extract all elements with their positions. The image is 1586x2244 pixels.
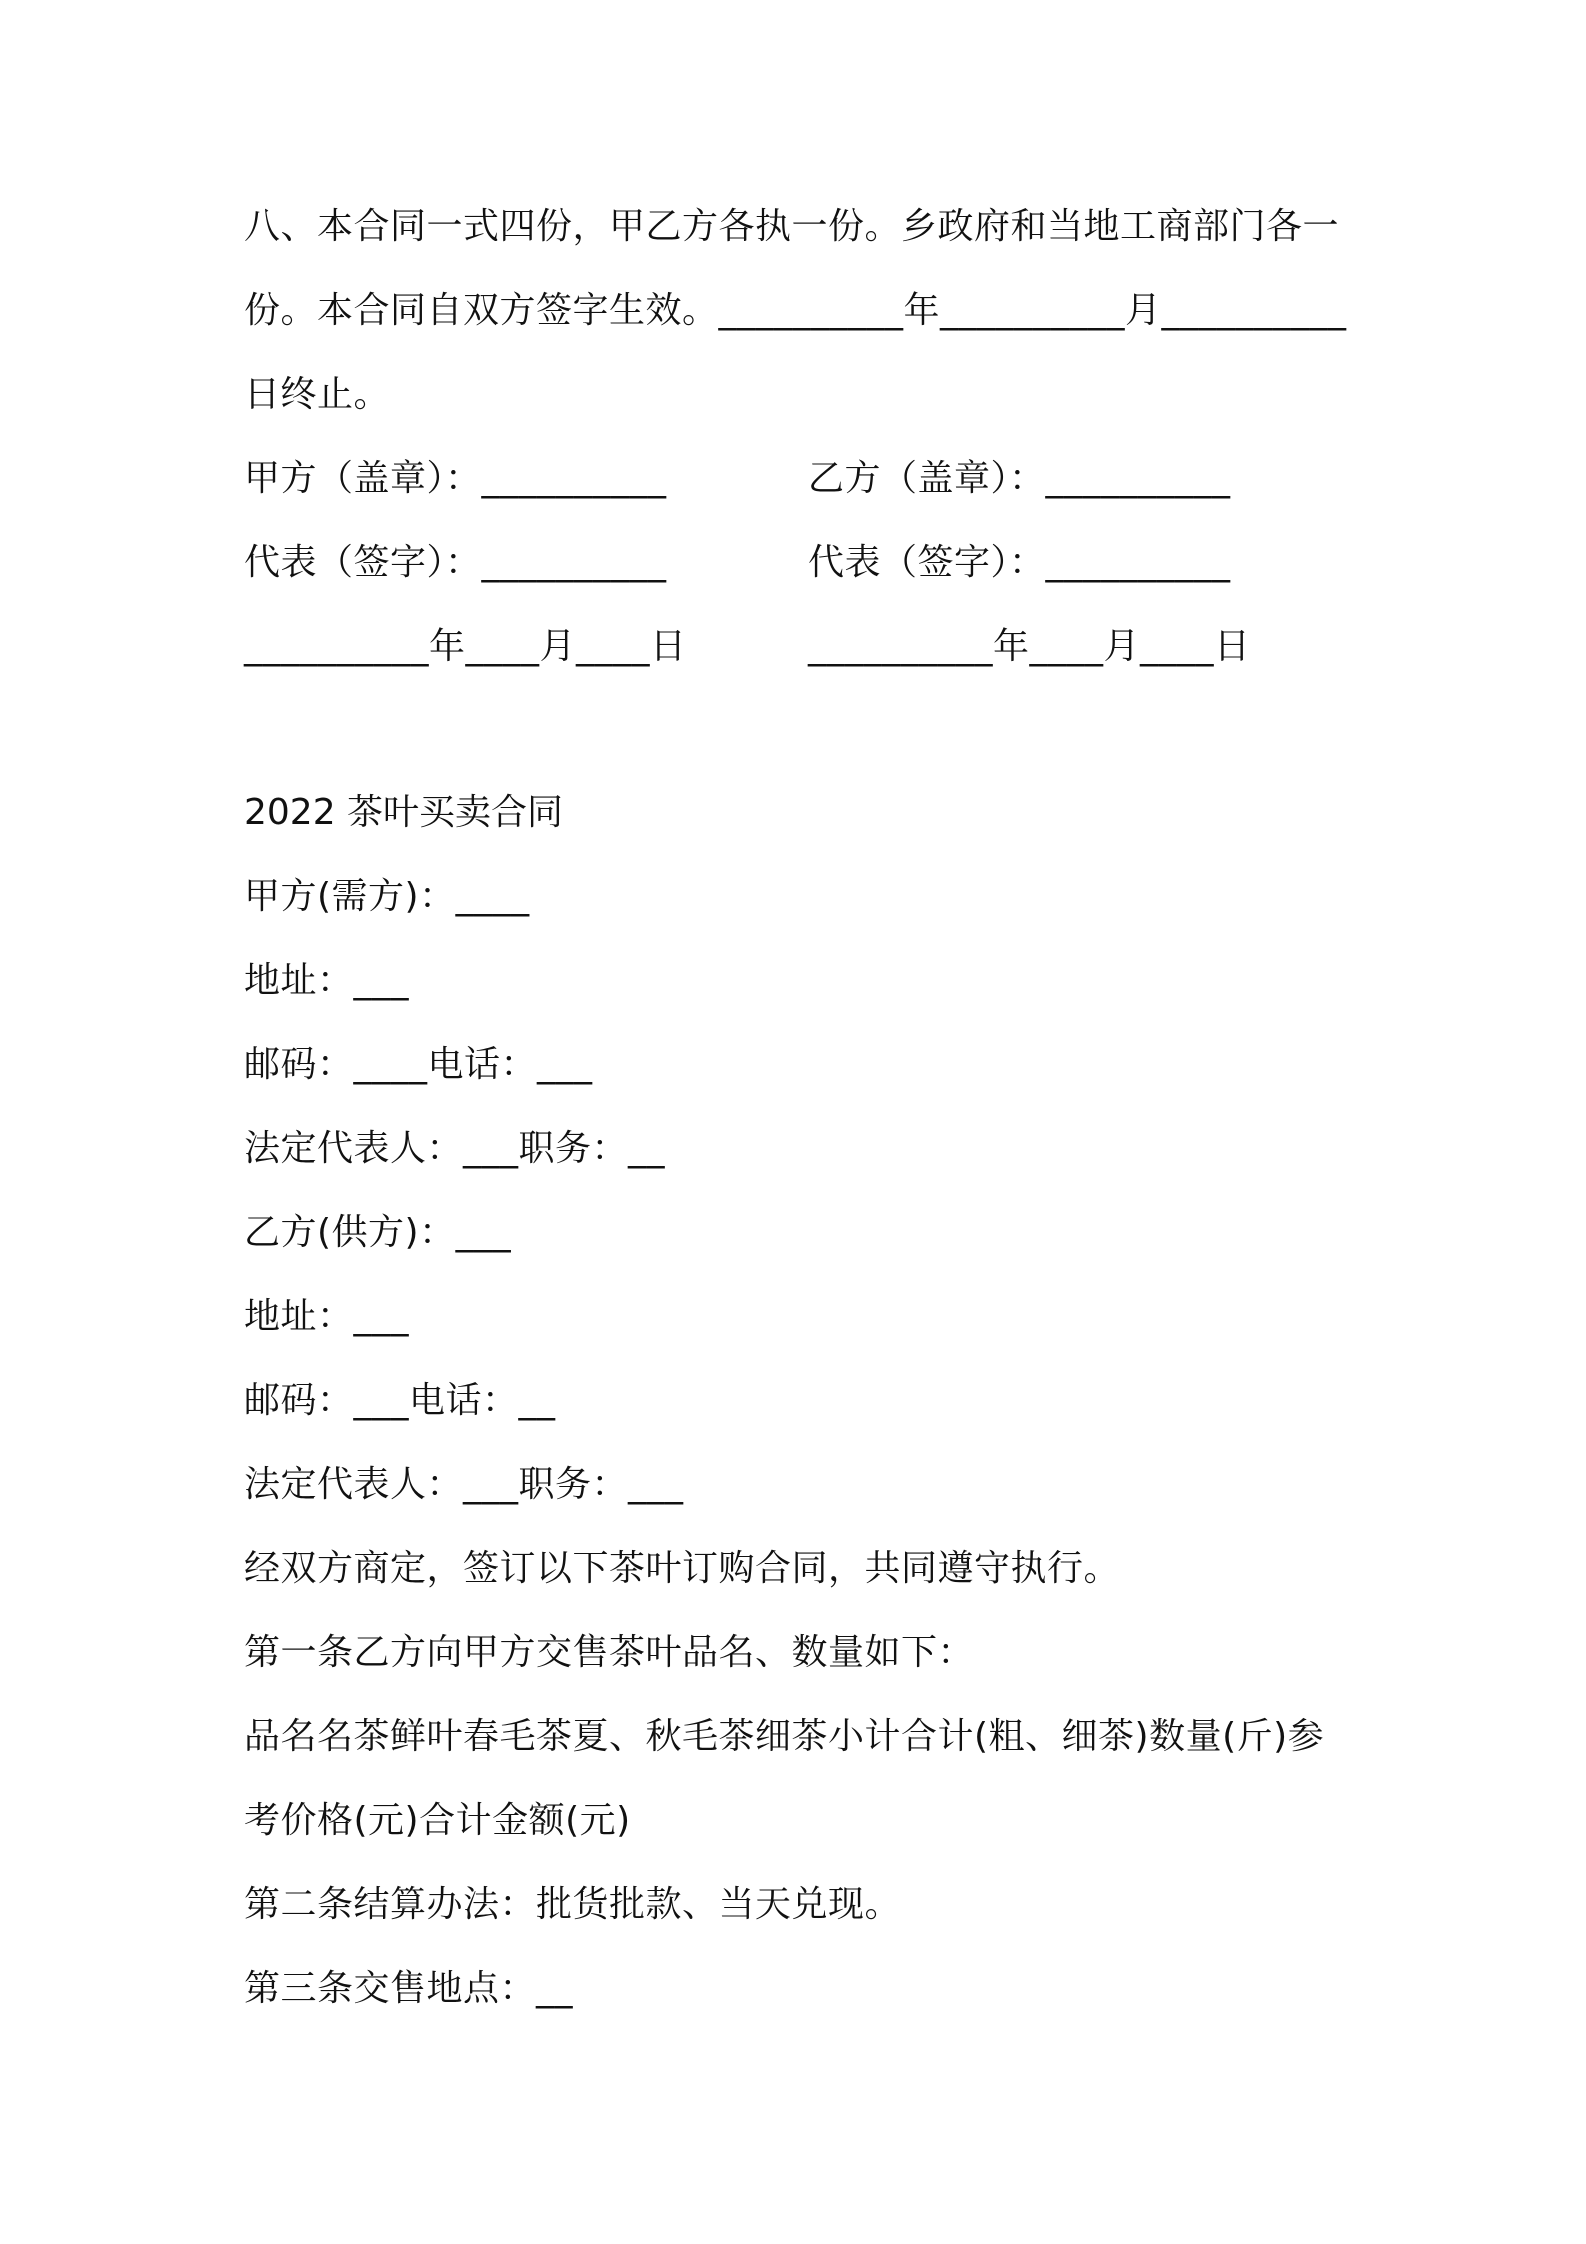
section8-line3: 日终止。 <box>244 374 391 415</box>
article-1: 第一条乙方向甲方交售茶叶品名、数量如下： <box>244 1632 975 1673</box>
party-b-representative: 代表（签字）：__________ <box>808 542 1231 583</box>
party-a-address: 地址：___ <box>244 960 410 1001</box>
section8-line1: 八、本合同一式四份，甲乙方各执一份。乡政府和当地工商部门各一 <box>244 206 1340 247</box>
party-b-name: 乙方(供方)：___ <box>244 1212 512 1253</box>
party-a-date: __________年____月____日 <box>244 626 687 667</box>
article-2: 第二条结算办法：批货批款、当天兑现。 <box>244 1884 902 1925</box>
party-b-contact: 邮码：___电话：__ <box>244 1380 556 1421</box>
article-1-items-line2: 考价格(元)合计金额(元) <box>244 1800 631 1841</box>
section8-line2: 份。本合同自双方签字生效。__________年__________月__________ <box>244 290 1347 331</box>
contract-title: 2022 茶叶买卖合同 <box>244 792 564 833</box>
article-1-items-line1: 品名名茶鲜叶春毛茶夏、秋毛茶细茶小计合计(粗、细茶)数量(斤)参 <box>244 1716 1325 1757</box>
party-a-legal-representative: 法定代表人：___职务：__ <box>244 1128 666 1169</box>
party-a-contact: 邮码：____电话：___ <box>244 1044 593 1085</box>
party-b-legal-representative: 法定代表人：___职务：___ <box>244 1464 684 1505</box>
party-a-representative: 代表（签字）：__________ <box>244 542 667 583</box>
party-b-address: 地址：___ <box>244 1296 410 1337</box>
party-a-seal: 甲方（盖章）：__________ <box>244 458 667 499</box>
party-a-name: 甲方(需方)：____ <box>244 876 530 917</box>
party-b-seal: 乙方（盖章）：__________ <box>808 458 1231 499</box>
article-3: 第三条交售地点：__ <box>244 1968 574 2009</box>
party-b-date: __________年____月____日 <box>808 626 1251 667</box>
contract-intro: 经双方商定，签订以下茶叶订购合同，共同遵守执行。 <box>244 1548 1121 1589</box>
